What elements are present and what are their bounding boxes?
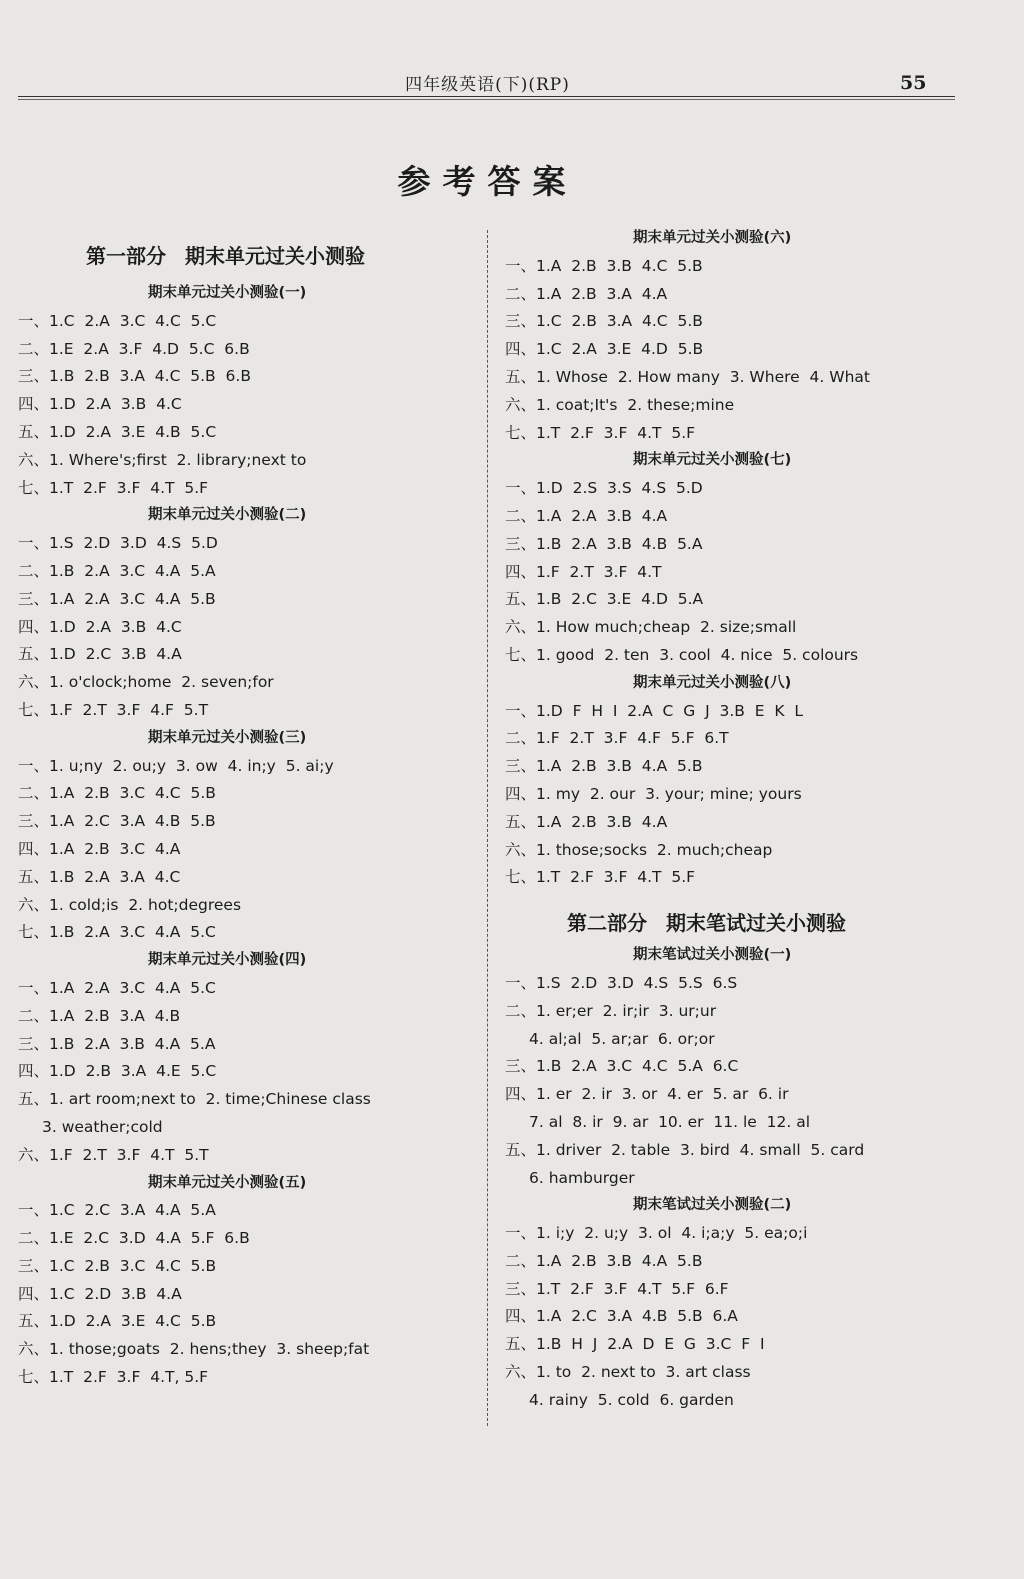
- answer-line: 一、1.C 2.C 3.A 4.A 5.A: [18, 1201, 216, 1220]
- answer-line: 一、1. u;ny 2. ou;y 3. ow 4. in;y 5. ai;y: [18, 756, 334, 775]
- answer-line: 六、1. Where's;first 2. library;next to: [18, 450, 307, 469]
- answer-line: 二、1. er;er 2. ir;ir 3. ur;ur: [505, 1001, 717, 1020]
- section-title: 期末单元过关小测验(五): [148, 1174, 307, 1191]
- answer-line: 五、1.B 2.A 3.A 4.C: [18, 867, 181, 886]
- answer-line: 五、1.B H J 2.A D E G 3.C F I: [505, 1335, 765, 1354]
- answer-line: 二、1.E 2.C 3.D 4.A 5.F 6.B: [18, 1229, 250, 1248]
- answer-line: 一、1.C 2.A 3.C 4.C 5.C: [18, 311, 217, 330]
- answer-line: 一、1.D F H I 2.A C G J 3.B E K L: [505, 701, 804, 720]
- answer-line: 二、1.F 2.T 3.F 4.F 5.F 6.T: [505, 729, 729, 748]
- answer-line: 二、1.A 2.B 3.A 4.A: [505, 284, 668, 303]
- section-title: 期末单元过关小测验(六): [633, 230, 792, 246]
- main-title: 参考答案: [397, 162, 578, 201]
- answer-line: 四、1. er 2. ir 3. or 4. er 5. ar 6. ir: [505, 1085, 789, 1104]
- answer-line: 七、1. good 2. ten 3. cool 4. nice 5. colours: [505, 645, 859, 664]
- answer-line: 五、1.B 2.C 3.E 4.D 5.A: [505, 590, 704, 609]
- section-title: 期末笔试过关小测验(一): [633, 947, 792, 964]
- answer-line: 三、1.T 2.F 3.F 4.T 5.F 6.F: [505, 1279, 729, 1298]
- answer-line: 五、1. driver 2. table 3. bird 4. small 5. card: [505, 1140, 865, 1159]
- answer-line: 3. weather;cold: [42, 1117, 163, 1136]
- section-title: 期末单元过关小测验(三): [148, 729, 307, 746]
- answer-line: 六、1. to 2. next to 3. art class: [505, 1363, 751, 1382]
- answer-line: 四、1.C 2.A 3.E 4.D 5.B: [505, 340, 704, 359]
- answer-line: 五、1.A 2.B 3.B 4.A: [505, 812, 668, 831]
- left-column: [18, 232, 488, 1392]
- answer-line: 三、1.B 2.A 3.B 4.B 5.A: [505, 534, 703, 553]
- answer-line: 一、1.A 2.B 3.B 4.C 5.B: [505, 256, 703, 275]
- answer-line: 一、1. i;y 2. u;y 3. ol 4. i;a;y 5. ea;o;i: [505, 1224, 808, 1243]
- answer-line: 六、1. o'clock;home 2. seven;for: [18, 673, 274, 692]
- answer-line: 一、1.A 2.A 3.C 4.A 5.C: [18, 978, 216, 997]
- section-title: 期末笔试过关小测验(二): [633, 1197, 792, 1214]
- answer-line: 五、1.D 2.A 3.E 4.C 5.B: [18, 1312, 217, 1331]
- answer-line: 二、1.A 2.B 3.A 4.B: [18, 1006, 181, 1025]
- answer-line: 三、1.C 2.B 3.A 4.C 5.B: [505, 312, 703, 331]
- answer-line: 四、1.D 2.A 3.B 4.C: [18, 617, 182, 636]
- answer-line: 四、1.A 2.B 3.C 4.A: [18, 839, 181, 858]
- header-rule: [18, 96, 955, 100]
- answer-line: 六、1. those;goats 2. hens;they 3. sheep;fat: [18, 1340, 370, 1359]
- section-title: 期末单元过关小测验(二): [148, 507, 307, 524]
- answer-line: 7. al 8. ir 9. ar 10. er 11. le 12. al: [529, 1112, 811, 1131]
- answer-line: 4. al;al 5. ar;ar 6. or;or: [529, 1029, 715, 1048]
- answer-line: 三、1.B 2.A 3.C 4.C 5.A 6.C: [505, 1057, 739, 1076]
- answer-line: 三、1.B 2.A 3.B 4.A 5.A: [18, 1034, 216, 1053]
- answer-line: 二、1.A 2.A 3.B 4.A: [505, 506, 668, 525]
- answer-line: 二、1.A 2.B 3.C 4.C 5.B: [18, 784, 216, 803]
- answer-line: 五、1.D 2.A 3.E 4.B 5.C: [18, 422, 217, 441]
- answer-line: 四、1. my 2. our 3. your; mine; yours: [505, 784, 802, 803]
- page-number: 55: [900, 72, 927, 94]
- answer-line: 七、1.B 2.A 3.C 4.A 5.C: [18, 923, 216, 942]
- answer-line: 三、1.A 2.A 3.C 4.A 5.B: [18, 589, 216, 608]
- answer-line: 七、1.T 2.F 3.F 4.T 5.F: [18, 478, 209, 497]
- answer-line: 三、1.A 2.C 3.A 4.B 5.B: [18, 812, 216, 831]
- answer-line: 二、1.B 2.A 3.C 4.A 5.A: [18, 561, 216, 580]
- answer-line: 七、1.T 2.F 3.F 4.T 5.F: [505, 423, 696, 442]
- answer-line: 三、1.C 2.B 3.C 4.C 5.B: [18, 1256, 217, 1275]
- answer-line: 二、1.E 2.A 3.F 4.D 5.C 6.B: [18, 339, 250, 358]
- part-heading: 第一部分 期末单元过关小测验: [86, 244, 365, 268]
- section-title: 期末单元过关小测验(四): [148, 952, 307, 969]
- answer-line: 二、1.A 2.B 3.B 4.A 5.B: [505, 1251, 703, 1270]
- answer-line: 七、1.T 2.F 3.F 4.T, 5.F: [18, 1368, 209, 1387]
- answer-line: 六、1.F 2.T 3.F 4.T 5.T: [18, 1145, 209, 1164]
- answer-line: 四、1.F 2.T 3.F 4.T: [505, 562, 662, 581]
- answer-line: 四、1.D 2.A 3.B 4.C: [18, 395, 182, 414]
- header-title: 四年级英语(下)(RP): [405, 75, 570, 95]
- answer-line: 一、1.D 2.S 3.S 4.S 5.D: [505, 479, 703, 498]
- section-title: 期末单元过关小测验(七): [633, 452, 792, 469]
- answer-line: 一、1.S 2.D 3.D 4.S 5.D: [18, 534, 218, 553]
- answer-line: 4. rainy 5. cold 6. garden: [529, 1390, 734, 1409]
- answer-line: 六、1. coat;It's 2. these;mine: [505, 395, 735, 414]
- answer-line: 六、1. cold;is 2. hot;degrees: [18, 895, 242, 914]
- right-column: [505, 225, 975, 1415]
- answer-line: 五、1.D 2.C 3.B 4.A: [18, 645, 182, 664]
- answer-line: 六、1. How much;cheap 2. size;small: [505, 618, 797, 637]
- answer-line: 七、1.F 2.T 3.F 4.F 5.T: [18, 700, 209, 719]
- answer-line: 四、1.A 2.C 3.A 4.B 5.B 6.A: [505, 1307, 738, 1326]
- answer-line: 六、1. those;socks 2. much;cheap: [505, 840, 773, 859]
- answer-line: 6. hamburger: [529, 1168, 635, 1187]
- answer-line: 四、1.D 2.B 3.A 4.E 5.C: [18, 1062, 217, 1081]
- answer-line: 三、1.A 2.B 3.B 4.A 5.B: [505, 757, 703, 776]
- answer-line: 三、1.B 2.B 3.A 4.C 5.B 6.B: [18, 367, 251, 386]
- answer-line: 四、1.C 2.D 3.B 4.A: [18, 1284, 182, 1303]
- answer-line: 七、1.T 2.F 3.F 4.T 5.F: [505, 868, 696, 887]
- section-title: 期末单元过关小测验(八): [633, 674, 792, 691]
- section-title: 期末单元过关小测验(一): [148, 285, 307, 301]
- answer-line: 五、1. Whose 2. How many 3. Where 4. What: [505, 367, 870, 386]
- answer-line: 五、1. art room;next to 2. time;Chinese class: [18, 1090, 371, 1109]
- answer-line: 一、1.S 2.D 3.D 4.S 5.S 6.S: [505, 973, 738, 992]
- part-heading: 第二部分 期末笔试过关小测验: [567, 911, 846, 936]
